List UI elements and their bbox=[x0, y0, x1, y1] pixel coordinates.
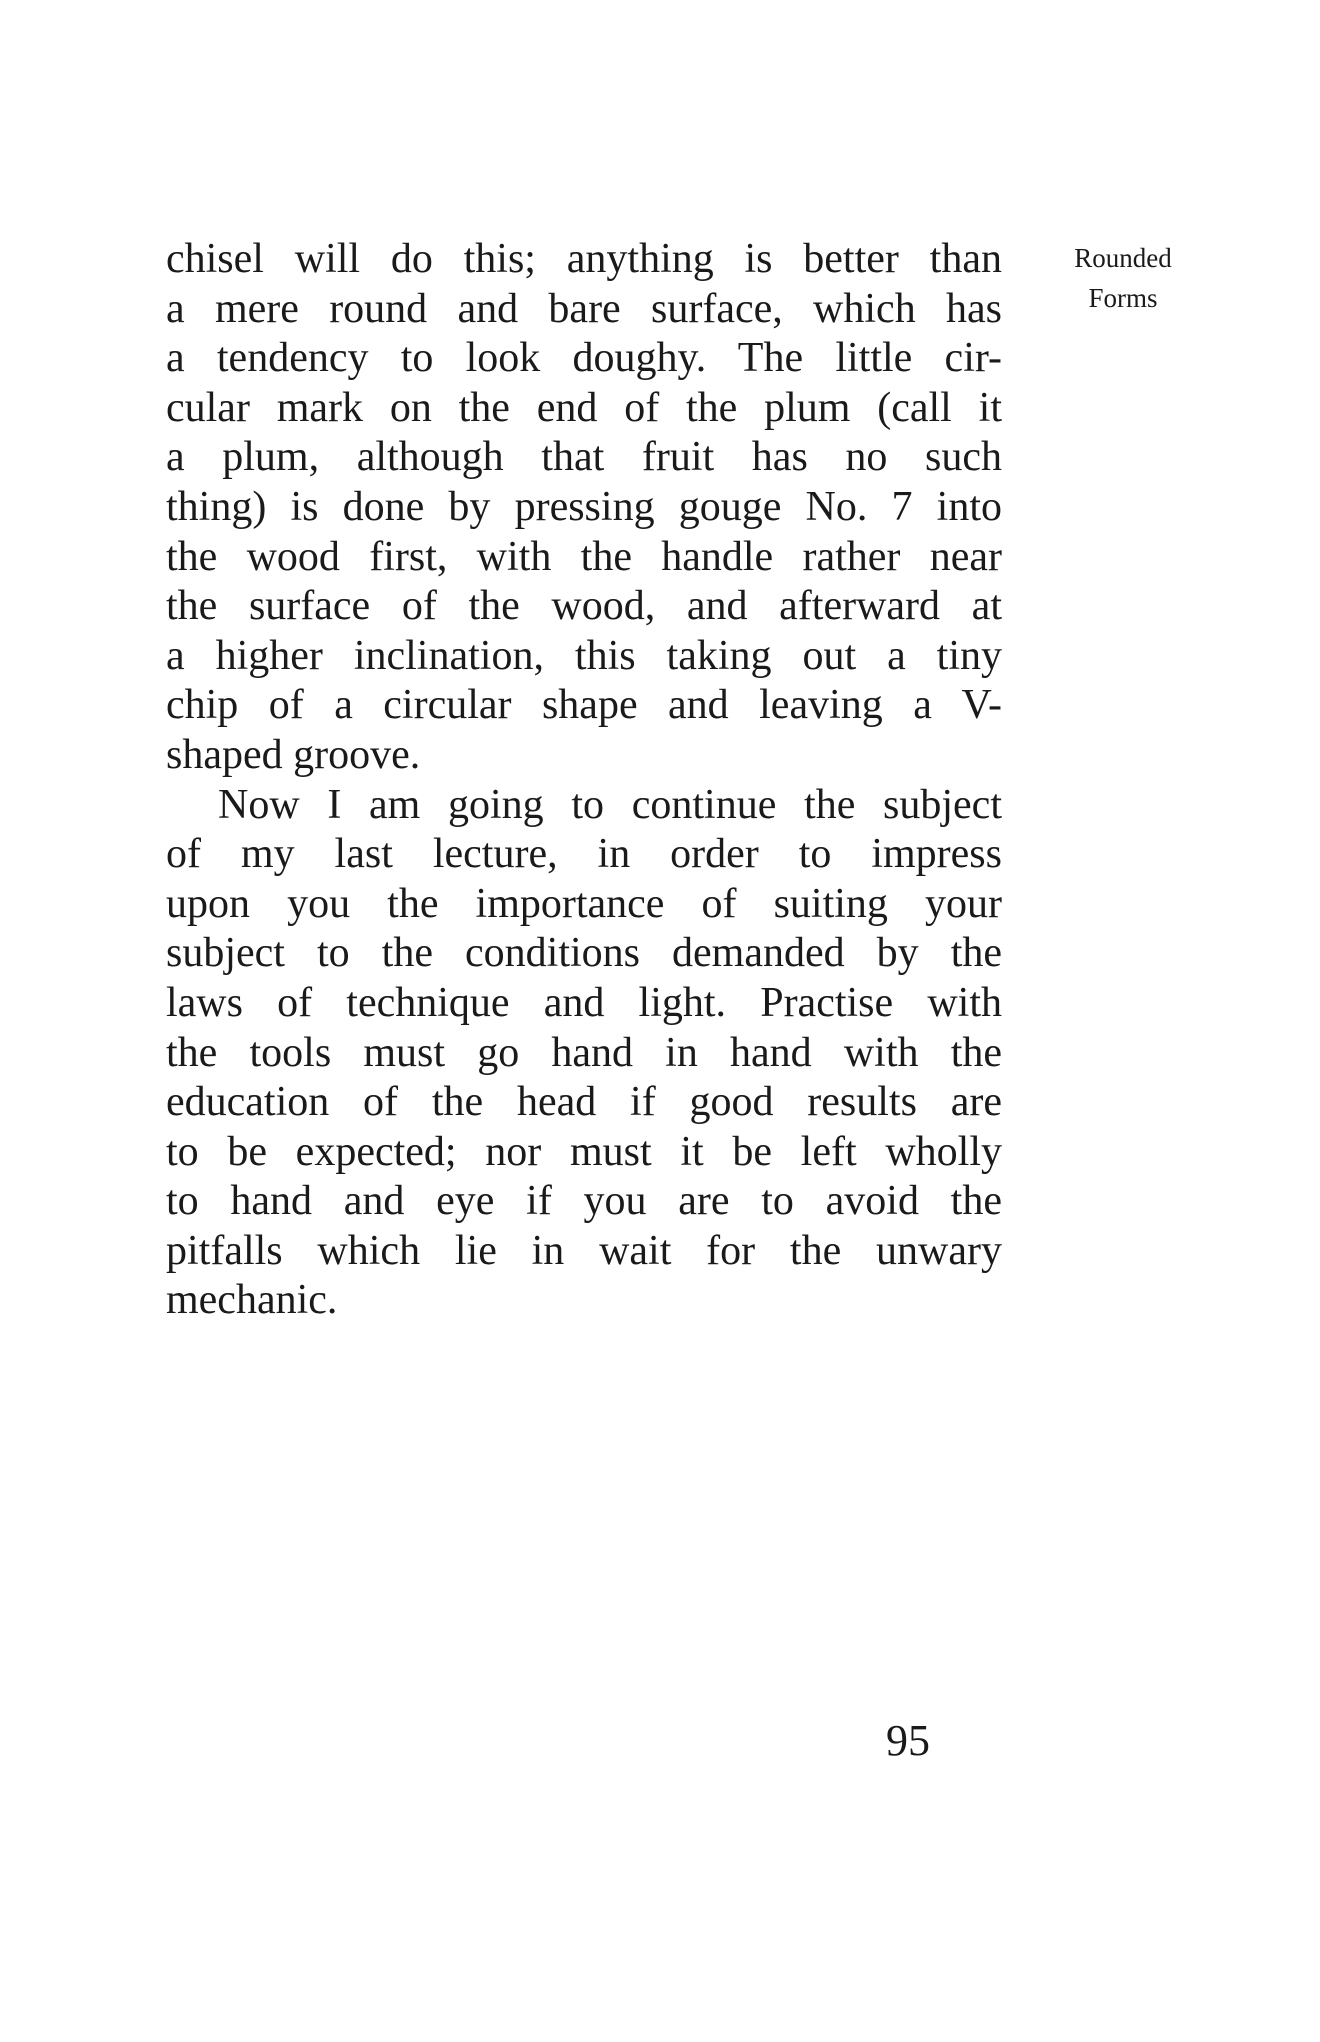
text-line: to be expected; nor must it be left wholly bbox=[166, 1128, 1002, 1175]
text-line: chisel will do this; anything is better than bbox=[166, 236, 1002, 282]
text-line: Now I am going to continue the subject bbox=[218, 781, 1002, 828]
text-line: the wood first, with the handle rather near bbox=[166, 533, 1002, 580]
text-line: chip of a circular shape and leaving a V- bbox=[166, 682, 1002, 729]
margin-note bbox=[1048, 238, 1198, 318]
text-line: subject to the conditions demanded by the bbox=[166, 930, 1002, 977]
text-line: laws of technique and light. Practise with bbox=[166, 979, 1002, 1026]
text-line: mechanic. bbox=[166, 1277, 338, 1324]
text-line: education of the head if good results are bbox=[166, 1079, 1002, 1126]
text-line: to hand and eye if you are to avoid the bbox=[166, 1178, 1002, 1225]
text-line: a higher inclination, this taking out a tiny bbox=[166, 632, 1002, 679]
text-line: thing) is done by pressing gouge No. 7 into bbox=[166, 483, 1002, 530]
text-line: upon you the importance of suiting your bbox=[166, 880, 1002, 927]
text-line: a plum, although that fruit has no such bbox=[166, 434, 1002, 481]
text-line: a tendency to look doughy. The little cir- bbox=[166, 335, 1002, 382]
text-line: a mere round and bare surface, which has bbox=[166, 285, 1002, 332]
text-line: cular mark on the end of the plum (call it bbox=[166, 384, 1002, 431]
text-line: pitfalls which lie in wait for the unwary bbox=[166, 1227, 1002, 1274]
text-line: the tools must go hand in hand with the bbox=[166, 1029, 1002, 1076]
text-line: the surface of the wood, and afterward at bbox=[166, 583, 1002, 630]
body-text bbox=[166, 235, 1002, 1326]
page-number: 95 bbox=[886, 1716, 930, 1765]
margin-note-line: Forms bbox=[1088, 283, 1158, 313]
text-line: of my last lecture, in order to impress bbox=[166, 831, 1002, 878]
margin-note-line: Rounded bbox=[1074, 243, 1172, 273]
text-line: shaped groove. bbox=[166, 731, 421, 778]
